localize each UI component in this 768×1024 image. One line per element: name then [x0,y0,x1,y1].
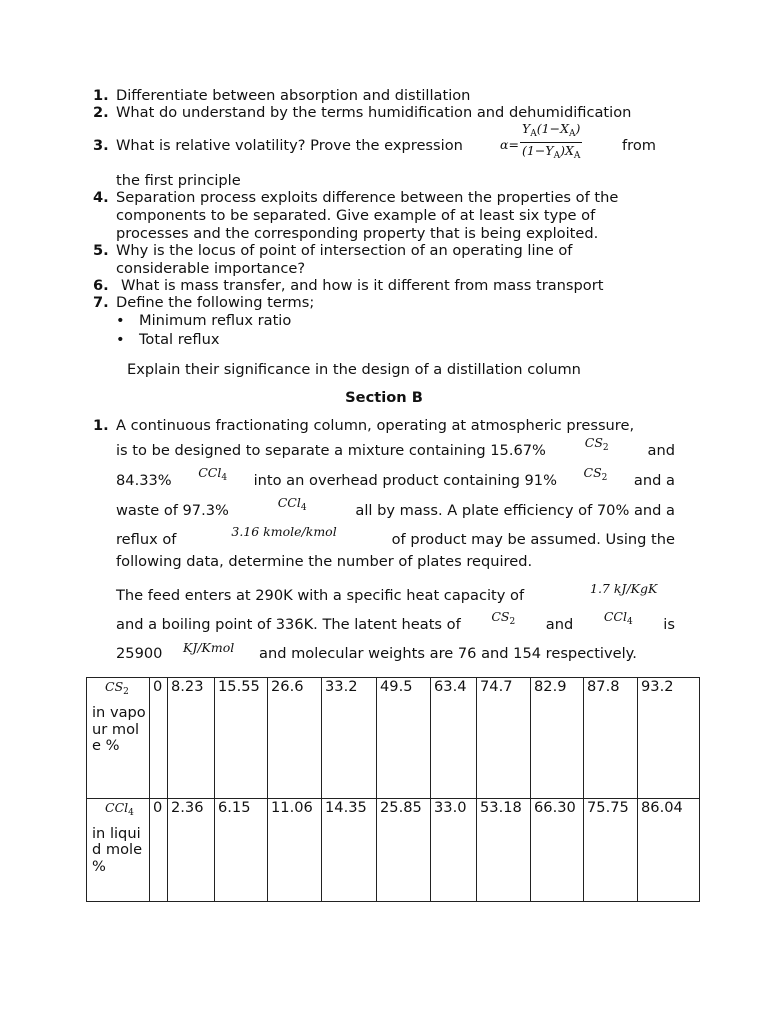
cs2-formula: $CS_2$ [105,679,129,697]
row-label: in vapour mole % [92,704,146,754]
question-number: 6. [93,277,109,294]
ccl4-formula: CCl$_4$ [603,609,633,627]
table-cell: 49.5 [377,678,431,799]
bullet-icon: • [116,312,125,329]
table-row [87,798,700,901]
table-cell: 33.2 [322,678,377,799]
question-line: processes and the corresponding property that is being exploited. [116,225,599,242]
table-cell: 15.55 [215,678,268,799]
equilibrium-data-table [86,677,700,902]
ccl4-formula: CCl$_4$ [277,495,307,513]
reflux-value: 3.16 kmole/kmol [231,524,337,539]
question-text: What is mass transfer, and how is it different from mass transport [121,277,604,294]
cs2-formula: $CS_2$ [583,465,608,483]
bullet-icon: • [116,331,125,348]
question-line: reflux of 3.16 kmole/kmol of product may be assumed. Using the [116,524,675,548]
table-cell: 87.8 [584,678,638,799]
question-line: and molecular weights are 76 and 154 respectively. [259,645,637,662]
question-line: Why is the locus of point of intersection of an operating line of [116,242,573,259]
question-line: Separation process exploits difference between the properties of the [116,189,619,206]
question-line: components to be separated. Give example of at least six type of [116,207,596,224]
table-cell: 75.75 [584,798,638,901]
specific-heat-value: 1.7 kJ/KgK [590,581,658,596]
question-line: A continuous fractionating column, operating at atmospheric pressure, [116,417,635,434]
cs2-formula: $CS_2$ [491,609,516,627]
alpha-symbol: α= [500,137,519,152]
table-cell: 0 [150,678,168,799]
table-cell: 0 [150,798,168,901]
table-cell: 66.30 [531,798,584,901]
question-number: 3. [93,137,109,154]
question-text: What do understand by the terms humidification and dehumidification [116,104,632,121]
table-row-header [87,798,150,901]
question-line: waste of 97.3% CCl$_4$ all by mass. A plate efficiency of 70% and a [116,495,675,519]
question-text: Define the following terms; [116,294,315,311]
question-number: 7. [93,294,109,311]
table-cell: 63.4 [431,678,477,799]
table-cell: 6.15 [215,798,268,901]
table-cell: 93.2 [638,678,700,799]
table-cell: 74.7 [477,678,531,799]
question-line: The feed enters at 290K with a specific heat capacity of [116,587,525,604]
question-text-from: from [622,137,656,154]
table-cell: 8.23 [168,678,215,799]
table-cell: 25.85 [377,798,431,901]
question-line: and a boiling point of 336K. The latent heats of $CS_2$ and CCl$_4$ is [116,609,675,633]
question-line: is to be designed to separate a mixture containing 15.67% $CS_2$ and [116,435,675,459]
bullet-item: Minimum reflux ratio [139,312,292,329]
question-line: following data, determine the number of plates required. [116,553,533,570]
table-cell: 53.18 [477,798,531,901]
latent-heat-unit: KJ/Kmol [183,640,235,655]
section-heading: Section B [345,389,423,406]
ccl4-formula: CCl$_4$ [105,799,134,818]
table-row [87,678,700,799]
bullet-item: Total reflux [139,331,220,348]
table-cell: 14.35 [322,798,377,901]
question-line: 84.33% CCl$_4$ into an overhead product containing 91% $CS_2$ and a [116,465,675,489]
question-line: considerable importance? [116,260,306,277]
row-label: in liquid mole % [92,824,143,875]
table-cell: 11.06 [268,798,322,901]
question-number: 2. [93,104,109,121]
question-line: 25900 [116,645,163,662]
question-note: Explain their significance in the design of a distillation column [127,361,581,378]
table-row-header [87,678,150,799]
question-number: 5. [93,242,109,259]
relative-volatility-expression: $\frac{Y_A(1-X_A)}{(1-Y_A)X_A}$ [522,121,581,161]
question-number: 1. [93,87,109,104]
table-cell: 26.6 [268,678,322,799]
table-cell: 82.9 [531,678,584,799]
table-cell: 33.0 [431,798,477,901]
cs2-formula: $CS_2$ [584,435,609,453]
question-text: Differentiate between absorption and distillation [116,87,471,104]
table-cell: 2.36 [168,798,215,901]
ccl4-formula: CCl$_4$ [198,465,228,483]
question-number: 1. [93,417,109,434]
table-cell: 86.04 [638,798,700,901]
question-number: 4. [93,189,109,206]
question-text-line2: the first principle [116,172,241,189]
question-text: What is relative volatility? Prove the expression [116,137,463,154]
